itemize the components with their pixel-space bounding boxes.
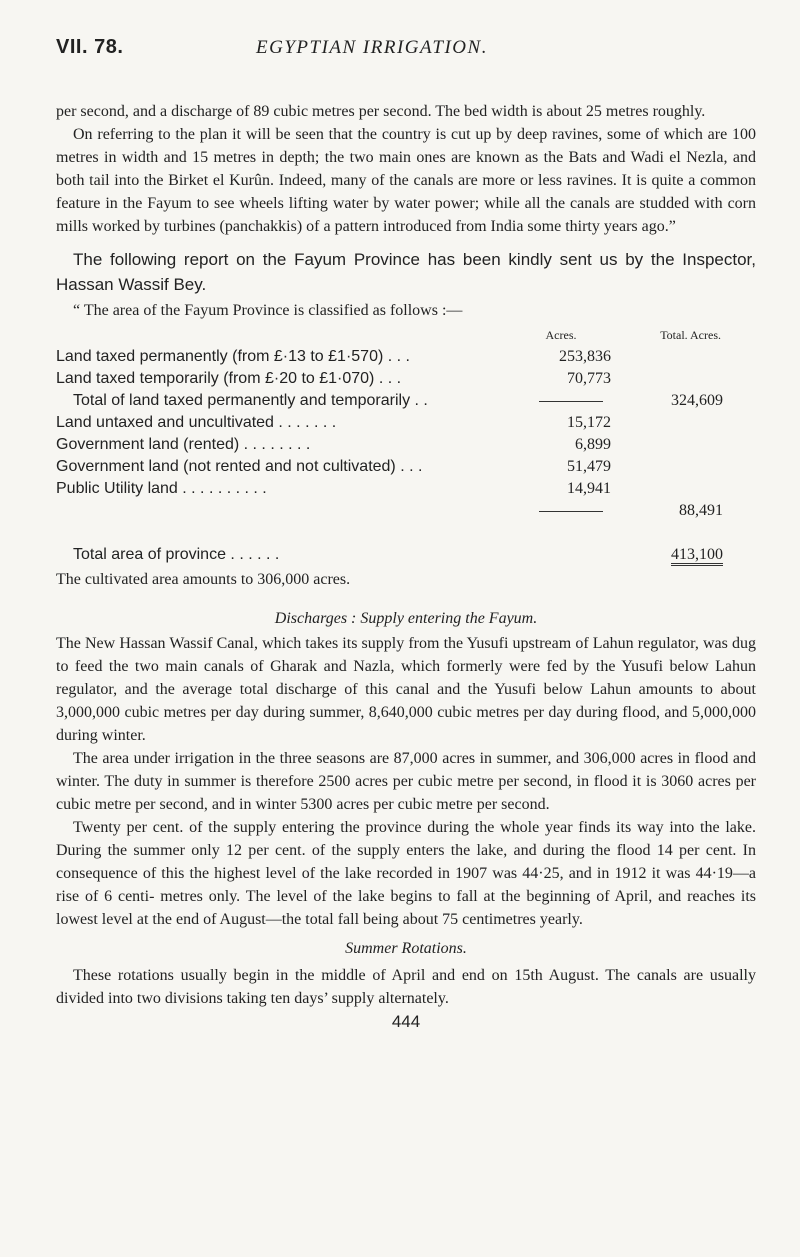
- acres-value: 70,773: [567, 370, 611, 387]
- paragraph: “ The area of the Fayum Province is classified as follows :—: [73, 302, 463, 319]
- table-row: [56, 368, 723, 390]
- subtotal-rule: [539, 401, 603, 402]
- acres-column-header: Acres.: [545, 328, 577, 342]
- total-value: [611, 346, 723, 368]
- table-row: [56, 346, 723, 368]
- table-row: [56, 390, 723, 412]
- leader-dots: . .: [410, 392, 428, 409]
- page: [56, 36, 756, 1032]
- acres-value: 6,899: [575, 436, 611, 453]
- leader-dots: . . .: [374, 370, 402, 387]
- total-value: [611, 434, 723, 456]
- subtotal-rule: [539, 511, 603, 512]
- table-row: [56, 500, 723, 522]
- total-value: [611, 368, 723, 390]
- row-label: Government land (not rented and not cultivated): [56, 458, 396, 475]
- acres-value: 51,479: [567, 458, 611, 475]
- paragraph: The following report on the Fayum Province has been kindly sent us by the Inspector, Hassan Wassif Bey.: [56, 250, 756, 294]
- section-heading: Discharges : Supply entering the Fayum.: [274, 610, 538, 627]
- grand-total-label: Total area of province: [73, 546, 226, 563]
- table-row: [56, 412, 723, 434]
- acres-value: 15,172: [567, 414, 611, 431]
- paragraph: The area under irrigation in the three seasons are 87,000 acres in summer, and 306,000 acres in flood and winter. The duty in summer is therefore 2500 acres per cubic metre per second, in flood it is 3060 acres per cubic metre per second, and in winter 5300 acres per cubic metre per second.: [56, 750, 756, 813]
- row-label: Total of land taxed permanently and temporarily: [73, 392, 411, 409]
- area-table: [56, 324, 723, 566]
- section-heading: Summer Rotations.: [345, 940, 467, 957]
- row-label: Public Utility land: [56, 480, 178, 497]
- leader-dots: . . . . . .: [225, 546, 280, 563]
- total-column-header: Total. Acres.: [660, 328, 721, 342]
- total-value: [611, 456, 723, 478]
- leader-dots: . . . . . . .: [273, 414, 337, 431]
- table-row: [56, 434, 723, 456]
- total-value: [611, 412, 723, 434]
- row-label: Government land (rented): [56, 436, 240, 453]
- paragraph: The New Hassan Wassif Canal, which takes its supply from the Yusufi upstream of Lahun regulator, was dug to feed the two main canals of Gharak and Nazla, which formerly were fed by the Yusufi below Lahun regulator, and the average total discharge of this canal and the Yusufi below Lahun amounts to about 3,000,000 cubic metres per day during summer, 8,640,000 cubic metres per day during flood, and 5,000,000 during winter.: [56, 635, 756, 744]
- row-label: Land taxed temporarily (from £·20 to £1·070): [56, 370, 375, 387]
- table-header: [56, 324, 723, 346]
- running-title: EGYPTIAN IRRIGATION.: [256, 37, 488, 58]
- page-number: 444: [391, 1012, 421, 1031]
- leader-dots: . . .: [395, 458, 423, 475]
- total-value: 88,491: [679, 502, 723, 519]
- paragraph: per second, and a discharge of 89 cubic metres per second. The bed width is about 25 metres roughly.: [56, 103, 706, 120]
- table-row: [56, 478, 723, 500]
- paragraph: These rotations usually begin in the middle of April and end on 15th August. The canals are usually divided into two divisions taking ten days’ supply alternately.: [56, 967, 756, 1007]
- leader-dots: . . . . . . . .: [239, 436, 311, 453]
- grand-total-row: [56, 544, 723, 566]
- leader-dots: . . .: [383, 348, 410, 365]
- total-value: 324,609: [671, 392, 723, 409]
- cultivated-note: The cultivated area amounts to 306,000 acres.: [56, 571, 351, 588]
- row-label: Land untaxed and uncultivated: [56, 414, 274, 431]
- leader-dots: . . . . . . . . . .: [177, 480, 267, 497]
- paragraph: On referring to the plan it will be seen that the country is cut up by deep ravines, some of which are 100 metres in width and 15 metres in depth; the two main ones are known as the Bats and Wadi el Nezla, and both tail into the Birket el Kurûn. Indeed, many of the canals are more or less ravines. It is quite a common feature in the Fayum to see wheels lifting water by water power; while all the canals are studded with corn mills worked by turbines (panchakkis) of a pattern introduced from India some thirty years ago.”: [56, 126, 756, 235]
- running-header: [56, 36, 756, 66]
- total-value: [611, 478, 723, 500]
- section-number: VII. 78.: [56, 36, 124, 58]
- grand-total-value: 413,100: [671, 546, 723, 566]
- row-label: Land taxed permanently (from £·13 to £1·570): [56, 348, 384, 365]
- paragraph: Twenty per cent. of the supply entering the province during the whole year finds its way into the lake. During the summer only 12 per cent. of the supply enters the lake, and during the flood 14 per cent. In consequence of this the highest level of the lake recorded in 1907 was 44·25, and in 1912 it was 44·19—a rise of 6 centi- metres only. The level of the lake begins to fall at the beginning of April, and reaches its lowest level at the end of August—the total fall being about 75 centimetres yearly.: [56, 819, 756, 928]
- acres-value: 14,941: [567, 480, 611, 497]
- acres-value: 253,836: [559, 348, 611, 365]
- table-row: [56, 456, 723, 478]
